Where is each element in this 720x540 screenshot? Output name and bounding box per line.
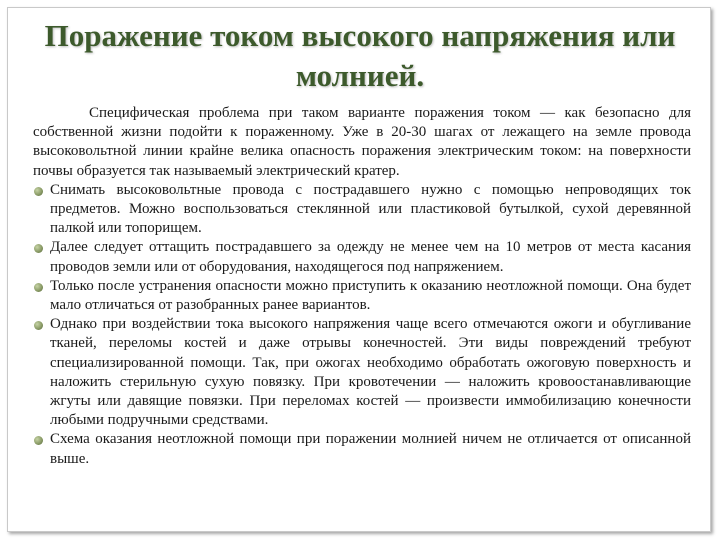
intro-paragraph: Специфическая проблема при таком варианте поражения током — как безопасно для собственной жизни подойти к пораженному. Уже в 20-30 шагах от лежащего на земле провода высоковольтной линии крайне велика опасность поражения электрическим током: на поверхности почвы образуется так называемый электрический кратер. — [33, 105, 691, 179]
slide-body — [33, 104, 691, 469]
bullet-item — [33, 181, 691, 239]
bullet-text: Однако при воздействии тока высокого напряжения чаще всего отмечаются ожоги и обугливание тканей, переломы костей и даже отрывы конечностей. Эти виды повреждений требуют специализированной помощи. Так, при ожогах необходимо обработать ожоговую поверхность и наложить стерильную сухую повязку. При кровотечении — наложить кровоостанавливающие жгуты или давящие повязки. При переломах костей — произвести иммобилизацию конечности любыми подручными средствами. — [50, 316, 691, 429]
bullet-dot-icon — [34, 321, 43, 330]
bullet-item — [33, 238, 691, 276]
bullet-item — [33, 315, 691, 430]
bullet-item — [33, 277, 691, 315]
bullet-text: Далее следует оттащить пострадавшего за одежду не менее чем на 10 метров от места касания проводов земли или от оборудования, находящегося под напряжением. — [50, 239, 691, 275]
bullet-dot-icon — [34, 187, 43, 196]
slide-title: Поражение током высокого напряжения или молнией. — [44, 18, 676, 93]
bullet-list — [33, 181, 691, 469]
bullet-item — [33, 430, 691, 468]
bullet-text: Схема оказания неотложной помощи при поражении молнией ничем не отличается от описанной выше. — [50, 431, 691, 467]
bullet-text: Снимать высоковольтные провода с пострадавшего нужно с помощью непроводящих ток предметов. Можно воспользоваться стеклянной или пластиковой бутылкой, сухой деревянной палкой или топорищем. — [50, 181, 691, 237]
bullet-dot-icon — [34, 283, 43, 292]
bullet-dot-icon — [34, 436, 43, 445]
bullet-text: Только после устранения опасности можно приступить к оказанию неотложной помощи. Она будет мало отличаться от разобранных ранее вариантов. — [50, 277, 691, 314]
bullet-dot-icon — [34, 244, 43, 253]
